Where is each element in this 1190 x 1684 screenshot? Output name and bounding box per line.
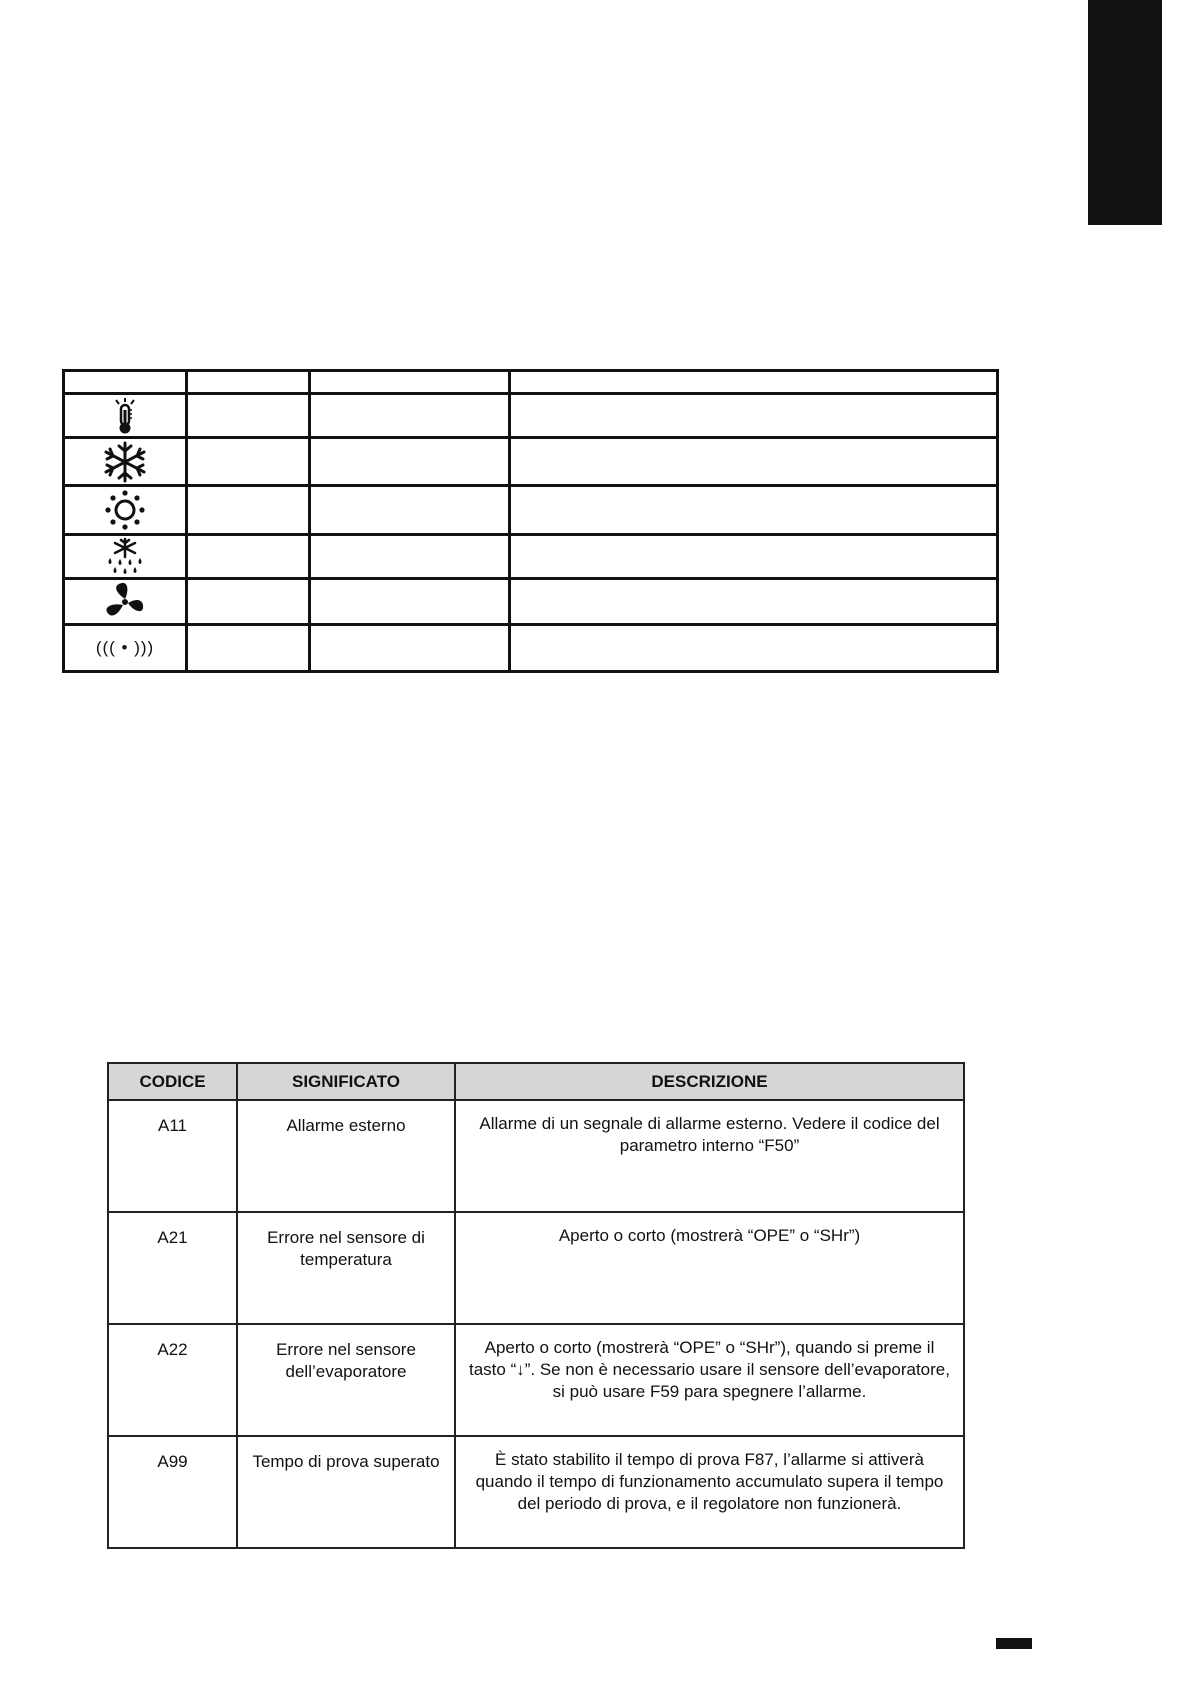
language-side-tab <box>1088 0 1162 225</box>
header-meaning: SIGNIFICATO <box>237 1063 455 1100</box>
alarm-meaning: Errore nel sensore dell’evaporatore <box>237 1324 455 1436</box>
alarm-description: Aperto o corto (mostrerà “OPE” o “SHr”), quando si preme il tasto “↓”. Se non è necessario usare il sensore dell’evaporatore, si può usare F59 para spegnere l’allarme. <box>455 1324 964 1436</box>
table-row <box>108 1100 964 1212</box>
alarm-code: A22 <box>108 1324 237 1436</box>
alarm-description: Aperto o corto (mostrerà “OPE” o “SHr”) <box>455 1212 964 1324</box>
icon-row-alarm <box>64 625 998 672</box>
table-row <box>108 1324 964 1436</box>
alarm-code: A99 <box>108 1436 237 1548</box>
header-code: CODICE <box>108 1063 237 1100</box>
header-description: DESCRIZIONE <box>455 1063 964 1100</box>
alarm-description: È stato stabilito il tempo di prova F87, l’allarme si attiverà quando il tempo di funzionamento accumulato supera il tempo del periodo di prova, e il regolatore non funzionerà. <box>455 1436 964 1548</box>
icon-table-header-row <box>64 371 998 394</box>
alarm-meaning: Allarme esterno <box>237 1100 455 1212</box>
table-row <box>108 1436 964 1548</box>
page-number-mark <box>996 1638 1032 1649</box>
icon-row-snowflake <box>64 438 998 486</box>
alarm-codes-table <box>107 1062 965 1549</box>
fan-icon <box>102 581 148 623</box>
thermometer-icon <box>110 397 140 435</box>
icon-row-thermometer <box>64 394 998 438</box>
sun-icon <box>103 489 147 531</box>
snowflake-icon <box>101 441 149 483</box>
alarm-table-header-row <box>108 1063 964 1100</box>
alarm-description: Allarme di un segnale di allarme esterno. Vedere il codice del parametro interno “F50” <box>455 1100 964 1212</box>
icon-row-fan <box>64 579 998 625</box>
alarm-meaning: Tempo di prova superato <box>237 1436 455 1548</box>
alarm-meaning: Errore nel sensore di temperatura <box>237 1212 455 1324</box>
defrost-icon <box>101 537 149 577</box>
table-row <box>108 1212 964 1324</box>
alarm-code: A21 <box>108 1212 237 1324</box>
icon-row-sun <box>64 486 998 535</box>
alarm-code: A11 <box>108 1100 237 1212</box>
icon-legend-table <box>62 369 999 673</box>
icon-row-defrost <box>64 535 998 579</box>
alarm-icon: ((( • ))) <box>95 638 155 657</box>
